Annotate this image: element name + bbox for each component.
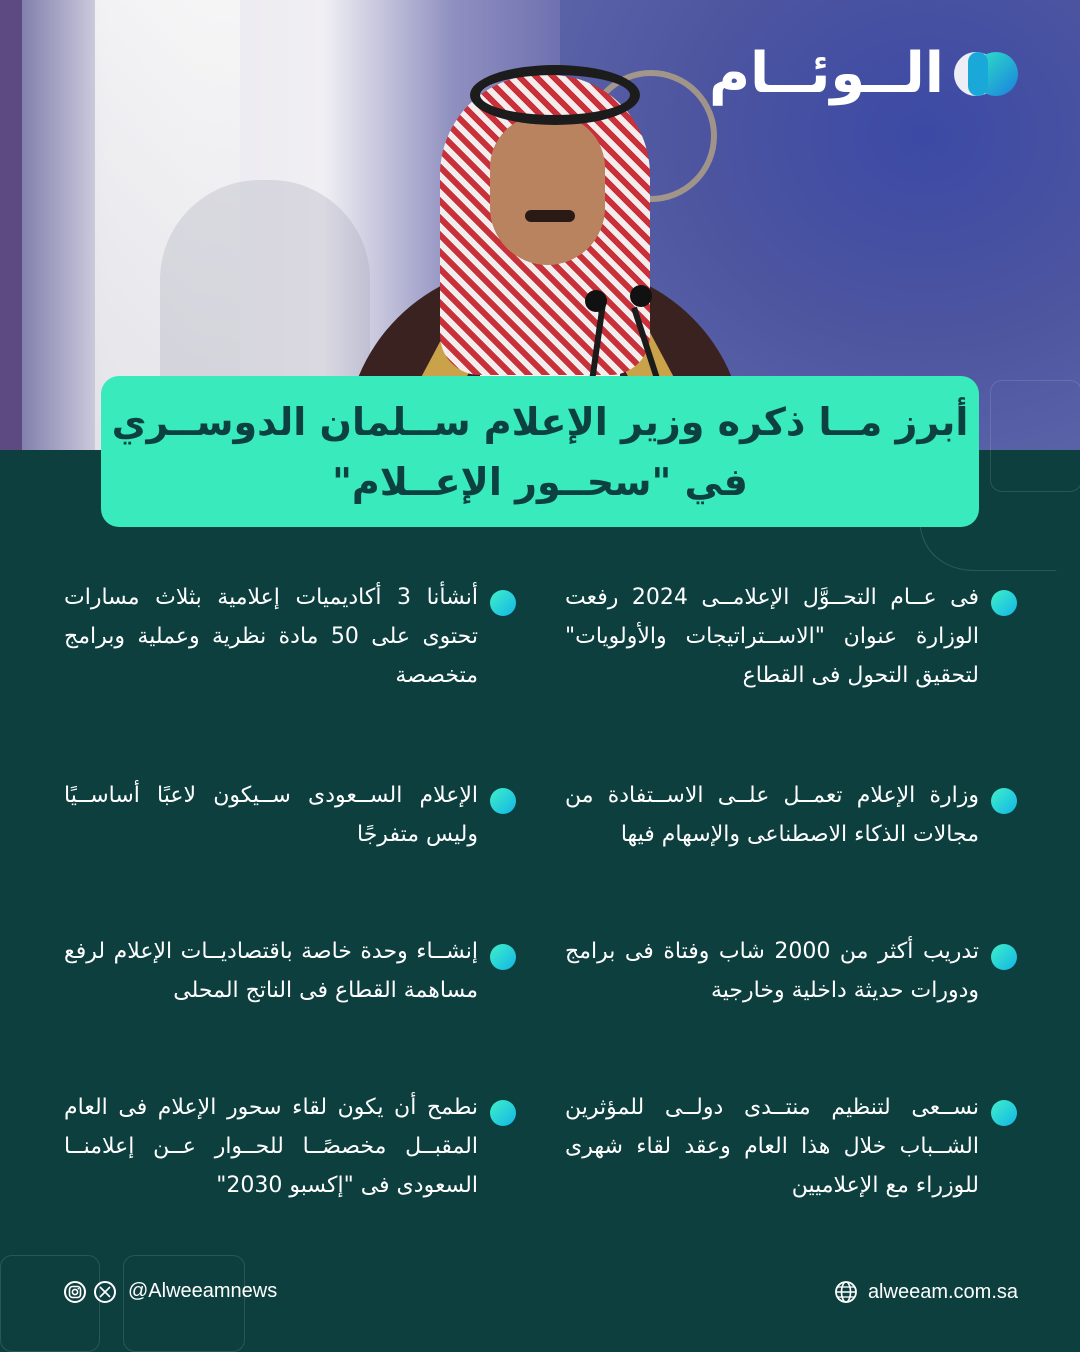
title-line-2: في "سحــور الإعــلام" [332,459,748,504]
bullet-icon [991,1100,1017,1126]
social-links [64,1280,277,1303]
decorative-frame [990,380,1080,492]
bullet-icon [991,944,1017,970]
list-item [64,1088,516,1205]
globe-icon [834,1280,858,1304]
list-item-text: نســعى لتنظيم منتــدى دولــى للمؤثرين الشــباب خلال هذا العام وعقد لقاء شهرى للوزراء مع الإعلاميين [565,1095,979,1198]
decorative-frame [123,1255,245,1352]
list-item [565,776,1017,854]
list-item [565,578,1017,695]
list-item-text: نطمح أن يكون لقاء سحور الإعلام فى العام المقبــل مخصصًــا للحــوار عــن إعلامنــا السعودى فى "إكسبو 2030" [64,1095,478,1198]
list-item-text: أنشأنا 3 أكاديميات إعلامية بثلاث مسارات تحتوى على 50 مادة نظرية وعملية وبرامج متخصصة [64,585,478,688]
brand-logo [709,41,1018,106]
photo-backdrop-edge [0,0,22,450]
instagram-icon[interactable] [64,1281,86,1303]
list-item [565,1088,1017,1205]
list-item-text: إنشــاء وحدة خاصة باقتصاديــات الإعلام لرفع مساهمة القطاع فى الناتج المحلى [64,939,478,1003]
list-item-text: تدريب أكثر من 2000 شاب وفتاة فى برامج ودورات حديثة داخلية وخارجية [565,939,979,1003]
social-handle[interactable]: @Alweeamnews [128,1280,278,1302]
brand-logo-icon [954,50,1018,98]
bullet-icon [490,1100,516,1126]
bullet-icon [490,590,516,616]
bullet-icon [991,788,1017,814]
list-item-text: الإعلام الســعودى ســيكون لاعبًا أساســيًا وليس متفرجًا [64,783,478,847]
x-icon[interactable] [94,1281,116,1303]
decorative-frame [0,1255,100,1352]
list-item-text: وزارة الإعلام تعمــل علــى الاســتفادة من مجالات الذكاء الاصطناعى والإسهام فيها [565,783,979,847]
bullet-icon [490,788,516,814]
title-banner [101,376,979,527]
list-item-text: فى عــام التحــوَّل الإعلامــى 2024 رفعت الوزارة عنوان "الاســتراتيجات والأولويات" لتحقيق التحول فى القطاع [565,585,979,688]
brand-logo-text: الــوئــام [709,41,944,106]
website-url[interactable]: alweeam.com.sa [867,1280,1018,1303]
website-link[interactable] [834,1280,1018,1304]
list-item [565,932,1017,1010]
title-line-1: أبرز مــا ذكره وزير الإعلام ســلمان الدوســري [111,399,969,444]
bullet-icon [490,944,516,970]
list-item [64,932,516,1010]
list-item [64,578,516,695]
list-item [64,776,516,854]
bullet-icon [991,590,1017,616]
